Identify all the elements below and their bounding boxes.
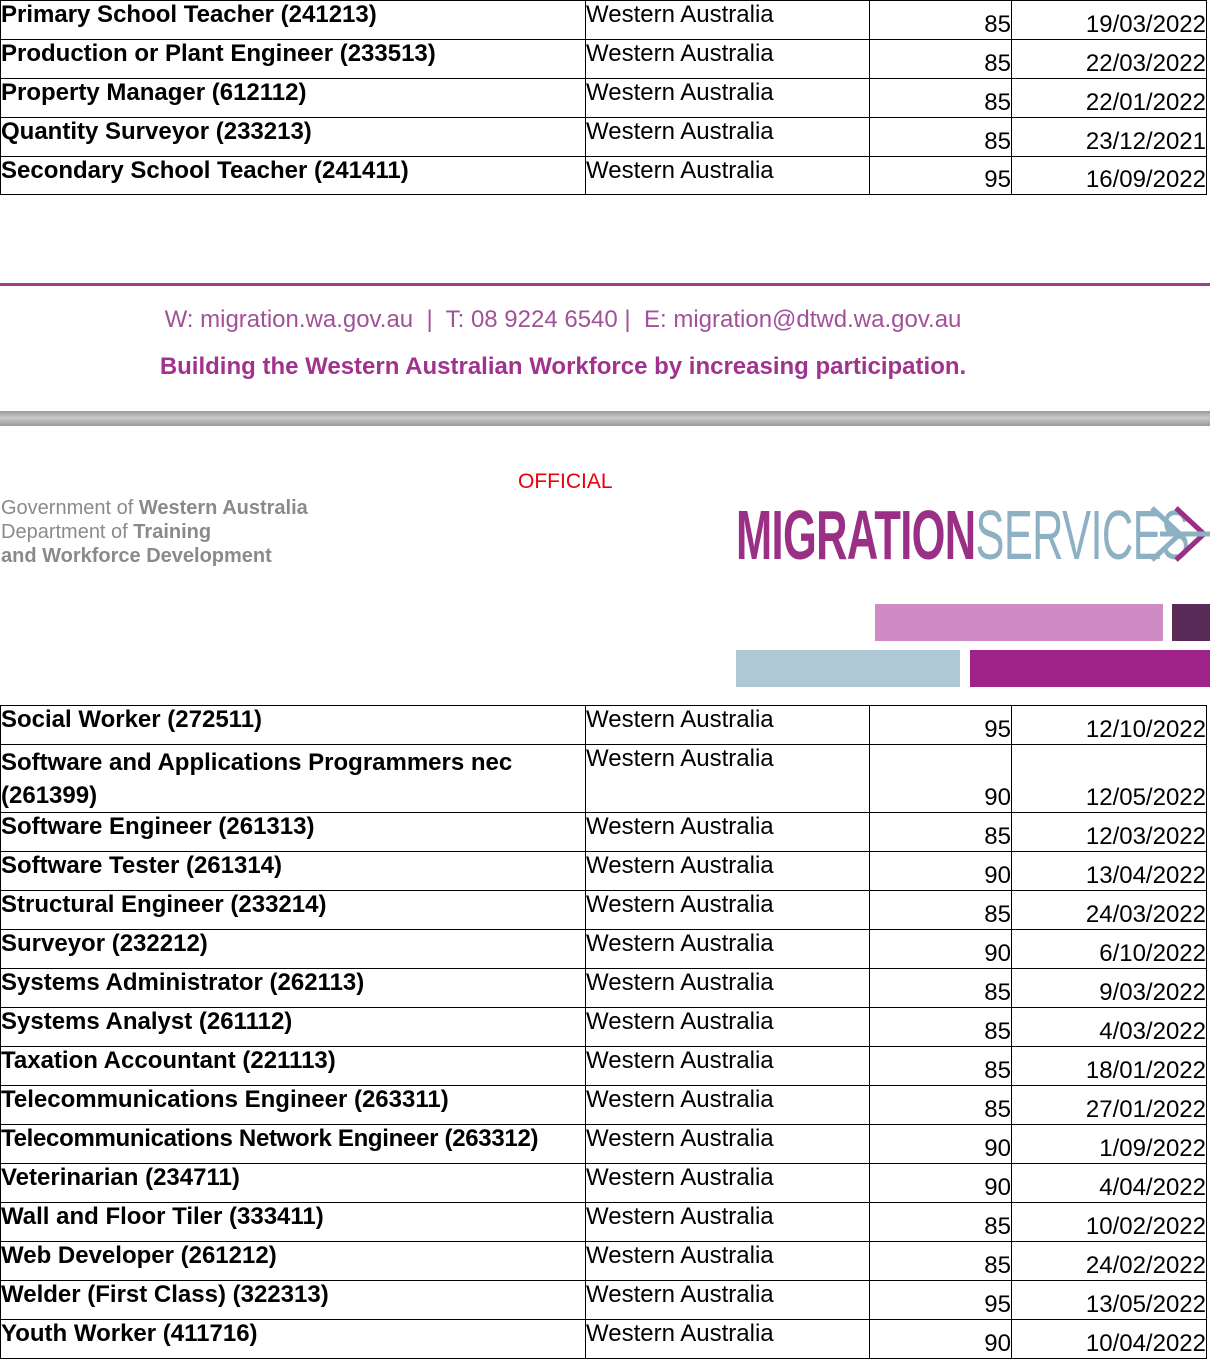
contact-details: W: migration.wa.gov.au | T: 08 9224 6540 | E: migration@dtwd.wa.gov.au xyxy=(164,306,962,333)
state-cell: Western Australia xyxy=(586,706,870,745)
score-cell: 85 xyxy=(870,118,1012,157)
state-cell: Western Australia xyxy=(586,1086,870,1125)
gov-logo-line2b: Training xyxy=(133,521,212,543)
score-cell: 85 xyxy=(870,79,1012,118)
occupation-cell: Software Tester (261314) xyxy=(1,852,586,891)
score-cell: 85 xyxy=(870,40,1012,79)
occupation-cell: Primary School Teacher (241213) xyxy=(1,1,586,40)
table-row xyxy=(1,1047,1207,1086)
date-cell: 18/01/2022 xyxy=(1012,1047,1207,1086)
occupation-cell: Telecommunications Network Engineer (263312) xyxy=(1,1125,586,1164)
table-row xyxy=(1,1281,1207,1320)
gov-logo-line2a: Department of xyxy=(1,521,134,543)
occupation-cell: Taxation Accountant (221113) xyxy=(1,1047,586,1086)
table-row xyxy=(1,813,1207,852)
date-cell: 9/03/2022 xyxy=(1012,969,1207,1008)
date-cell: 24/02/2022 xyxy=(1012,1242,1207,1281)
gov-logo-line3: and Workforce Development xyxy=(1,545,272,567)
decorative-bar-blue xyxy=(736,650,960,687)
occupation-cell: Software and Applications Programmers nec (261399) xyxy=(1,745,586,813)
table-row xyxy=(1,1008,1207,1047)
table-row xyxy=(1,1086,1207,1125)
occupation-cell: Systems Analyst (261112) xyxy=(1,1008,586,1047)
state-cell: Western Australia xyxy=(586,40,870,79)
occupation-cell: Wall and Floor Tiler (333411) xyxy=(1,1203,586,1242)
table-row xyxy=(1,1125,1207,1164)
state-cell: Western Australia xyxy=(586,118,870,157)
table-row xyxy=(1,1203,1207,1242)
state-cell: Western Australia xyxy=(586,745,870,813)
state-cell: Western Australia xyxy=(586,1242,870,1281)
score-cell: 90 xyxy=(870,1320,1012,1359)
occupation-table-bottom xyxy=(0,705,1207,1359)
brand-migration: MIGRATION xyxy=(736,496,976,574)
score-cell: 95 xyxy=(870,1281,1012,1320)
state-cell: Western Australia xyxy=(586,1125,870,1164)
state-cell: Western Australia xyxy=(586,891,870,930)
government-logo xyxy=(1,496,308,568)
date-cell: 4/04/2022 xyxy=(1012,1164,1207,1203)
table-row xyxy=(1,79,1207,118)
table-row xyxy=(1,1242,1207,1281)
table-row xyxy=(1,891,1207,930)
state-cell: Western Australia xyxy=(586,1203,870,1242)
gov-logo-line1a: Government of xyxy=(1,497,139,519)
score-cell: 85 xyxy=(870,1,1012,40)
date-cell: 16/09/2022 xyxy=(1012,157,1207,195)
date-cell: 22/01/2022 xyxy=(1012,79,1207,118)
table-row xyxy=(1,1320,1207,1359)
state-cell: Western Australia xyxy=(586,852,870,891)
date-cell: 24/03/2022 xyxy=(1012,891,1207,930)
state-cell: Western Australia xyxy=(586,813,870,852)
state-cell: Western Australia xyxy=(586,79,870,118)
table-row xyxy=(1,930,1207,969)
decorative-bar-pink xyxy=(875,604,1163,641)
footer-divider xyxy=(0,283,1210,286)
occupation-cell: Secondary School Teacher (241411) xyxy=(1,157,586,195)
date-cell: 22/03/2022 xyxy=(1012,40,1207,79)
score-cell: 85 xyxy=(870,813,1012,852)
score-cell: 85 xyxy=(870,1008,1012,1047)
score-cell: 90 xyxy=(870,745,1012,813)
score-cell: 90 xyxy=(870,930,1012,969)
table-row xyxy=(1,706,1207,745)
table-row xyxy=(1,157,1207,195)
occupation-cell: Welder (First Class) (322313) xyxy=(1,1281,586,1320)
state-cell: Western Australia xyxy=(586,969,870,1008)
score-cell: 85 xyxy=(870,891,1012,930)
score-cell: 90 xyxy=(870,1125,1012,1164)
table-row xyxy=(1,969,1207,1008)
state-cell: Western Australia xyxy=(586,1,870,40)
date-cell: 10/02/2022 xyxy=(1012,1203,1207,1242)
score-cell: 90 xyxy=(870,852,1012,891)
occupation-table-top xyxy=(0,0,1207,195)
date-cell: 4/03/2022 xyxy=(1012,1008,1207,1047)
table-row xyxy=(1,1,1207,40)
score-cell: 95 xyxy=(870,157,1012,195)
occupation-cell: Social Worker (272511) xyxy=(1,706,586,745)
state-cell: Western Australia xyxy=(586,157,870,195)
occupation-cell: Production or Plant Engineer (233513) xyxy=(1,40,586,79)
date-cell: 19/03/2022 xyxy=(1012,1,1207,40)
state-cell: Western Australia xyxy=(586,930,870,969)
table-row xyxy=(1,40,1207,79)
table-row xyxy=(1,852,1207,891)
score-cell: 85 xyxy=(870,1242,1012,1281)
date-cell: 13/05/2022 xyxy=(1012,1281,1207,1320)
table-row xyxy=(1,118,1207,157)
occupation-cell: Veterinarian (234711) xyxy=(1,1164,586,1203)
chevron-arrows-icon xyxy=(1150,504,1210,564)
score-cell: 85 xyxy=(870,1086,1012,1125)
date-cell: 12/10/2022 xyxy=(1012,706,1207,745)
table-row xyxy=(1,1164,1207,1203)
occupation-cell: Quantity Surveyor (233213) xyxy=(1,118,586,157)
decorative-bar-magenta xyxy=(970,650,1210,687)
occupation-cell: Structural Engineer (233214) xyxy=(1,891,586,930)
date-cell: 12/03/2022 xyxy=(1012,813,1207,852)
state-cell: Western Australia xyxy=(586,1164,870,1203)
migration-services-logo xyxy=(736,496,1189,574)
score-cell: 85 xyxy=(870,1047,1012,1086)
state-cell: Western Australia xyxy=(586,1008,870,1047)
occupation-cell: Web Developer (261212) xyxy=(1,1242,586,1281)
score-cell: 90 xyxy=(870,1164,1012,1203)
date-cell: 13/04/2022 xyxy=(1012,852,1207,891)
date-cell: 6/10/2022 xyxy=(1012,930,1207,969)
official-marking: OFFICIAL xyxy=(518,470,613,493)
date-cell: 10/04/2022 xyxy=(1012,1320,1207,1359)
score-cell: 95 xyxy=(870,706,1012,745)
occupation-cell: Youth Worker (411716) xyxy=(1,1320,586,1359)
date-cell: 27/01/2022 xyxy=(1012,1086,1207,1125)
score-cell: 85 xyxy=(870,1203,1012,1242)
footer-tagline: Building the Western Australian Workforce by increasing participation. xyxy=(159,353,967,380)
decorative-bar-plum xyxy=(1172,604,1210,641)
state-cell: Western Australia xyxy=(586,1320,870,1359)
date-cell: 1/09/2022 xyxy=(1012,1125,1207,1164)
page-separator xyxy=(0,411,1210,426)
state-cell: Western Australia xyxy=(586,1047,870,1086)
occupation-cell: Software Engineer (261313) xyxy=(1,813,586,852)
gov-logo-line1b: Western Australia xyxy=(138,497,308,519)
date-cell: 23/12/2021 xyxy=(1012,118,1207,157)
occupation-cell: Telecommunications Engineer (263311) xyxy=(1,1086,586,1125)
occupation-cell: Property Manager (612112) xyxy=(1,79,586,118)
occupation-cell: Systems Administrator (262113) xyxy=(1,969,586,1008)
brand-services: SERVICES xyxy=(975,496,1190,574)
occupation-cell: Surveyor (232212) xyxy=(1,930,586,969)
date-cell: 12/05/2022 xyxy=(1012,745,1207,813)
table-row xyxy=(1,745,1207,813)
score-cell: 85 xyxy=(870,969,1012,1008)
state-cell: Western Australia xyxy=(586,1281,870,1320)
